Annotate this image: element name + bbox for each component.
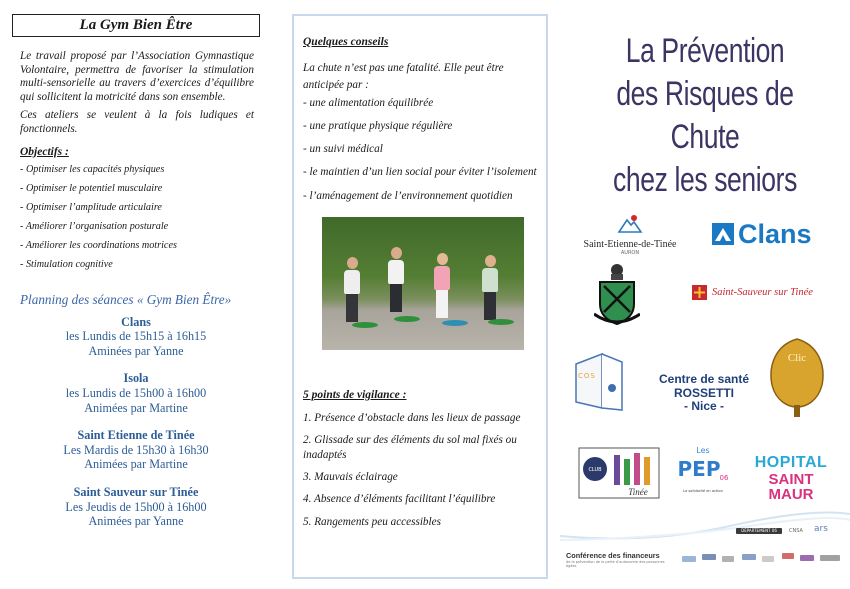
vigilance-title: 5 points de vigilance :: [303, 389, 407, 402]
tips-title: Quelques conseils: [303, 36, 389, 48]
main-title-line: La Prévention: [625, 32, 785, 70]
partner-logo: [742, 554, 756, 560]
saint-sauveur-flag-icon: [692, 285, 707, 300]
session-time: Les Mardis de 15h30 à 16h30: [63, 442, 209, 457]
club-tinee-logo: [578, 447, 660, 499]
centre-sante-line: ROSSETTI: [673, 385, 734, 400]
partner-logo: [782, 553, 794, 559]
objective-item: - Améliorer les coordinations motrices: [20, 239, 177, 251]
vigilance-item: 4. Absence d’éléments facilitant l’équilibre: [303, 493, 496, 506]
vigilance-item: 3. Mauvais éclairage: [303, 471, 398, 484]
middle-panel: [292, 14, 548, 579]
hopital-saint-maur-logo: [746, 455, 836, 502]
pep-num: 06: [719, 474, 729, 482]
conference-financeurs: [566, 551, 676, 568]
hopital-line: HOPITAL: [754, 454, 828, 471]
partner-logo: [762, 556, 774, 562]
centre-sante-logo: [572, 350, 780, 412]
senior-figure: [344, 257, 360, 322]
senior-figure: [482, 255, 498, 320]
session-leader: Animées par Martine: [84, 457, 188, 472]
session-leader: Aminées par Yanne: [88, 343, 184, 358]
senior-figure: [434, 253, 450, 318]
main-title: [592, 30, 818, 202]
vigilance-item: 5. Rangements peu accessibles: [303, 515, 441, 528]
partner-logo: [820, 555, 840, 561]
session-place: Clans: [121, 314, 151, 329]
main-title-line: des Risques de Chute: [616, 75, 794, 156]
cos-house-icon: [572, 350, 626, 412]
partner-logo: [702, 554, 716, 560]
departement-badge: [736, 528, 782, 534]
objectives-title: Objectifs :: [20, 145, 69, 158]
tinee-label: Tinée: [628, 487, 648, 497]
cnsa-label: CNSA: [789, 528, 803, 534]
tips-intro: La chute n’est pas une fatalité. Elle peut être anticipée par :: [303, 62, 504, 91]
objective-item: - Améliorer l’organisation posturale: [20, 220, 169, 232]
saint-etienne-name: Saint-Etienne-de-Tinée: [583, 239, 677, 250]
club-label: CLUB: [588, 467, 602, 473]
saint-sauveur-name: Saint-Sauveur sur Tinée: [712, 287, 813, 298]
centre-sante-line: - Nice -: [683, 399, 724, 413]
vigilance-item: 1. Présence d’obstacle dans les lieux de passage: [303, 412, 521, 425]
session-time: les Lundis de 15h00 à 16h00: [65, 385, 207, 400]
objectives-list: [12, 163, 260, 271]
saint-etienne-sub: AURON: [620, 250, 640, 256]
objective-item: - Optimiser le potentiel musculaire: [20, 182, 163, 194]
session-place: Saint Sauveur sur Tinée: [73, 484, 199, 499]
right-panel: [560, 0, 850, 589]
session-item: [12, 485, 260, 529]
pep-main: PEP: [677, 457, 721, 481]
session-leader: Animées par Martine: [84, 400, 188, 415]
clic-label: Clic: [787, 352, 807, 364]
objective-item: - Stimulation cognitive: [20, 258, 113, 270]
objective-item: - Optimiser l’amplitude articulaire: [20, 201, 162, 213]
senior-figure: [388, 247, 404, 312]
saint-etienne-logo: [580, 214, 680, 256]
wave-decoration: [560, 504, 850, 544]
pep-top: Les: [696, 446, 710, 455]
tip-item: - une alimentation équilibrée: [303, 97, 434, 110]
planning-title: Planning des séances « Gym Bien Être»: [20, 291, 232, 307]
tip-item: - le maintien d’un lien social pour éviter l’isolement: [303, 166, 537, 179]
cos-letters: COS: [578, 372, 596, 380]
session-item: [12, 371, 260, 415]
clic-tree-logo: [764, 335, 830, 419]
objective-item: - Optimiser les capacités physiques: [20, 163, 165, 175]
tip-item: - l’aménagement de l’environnement quotidien: [303, 189, 513, 202]
saint-sauveur-logo: [692, 285, 813, 300]
conference-title: Conférence des financeurs: [566, 551, 660, 560]
tips-list: [303, 96, 538, 203]
gym-intro-paragraph: Ces ateliers se veulent à la fois ludiques et fonctionnels.: [20, 109, 254, 135]
crest-icon: [594, 262, 640, 328]
conference-sub: de la prévention de la perte d’autonomie des personnes âgées: [566, 560, 665, 568]
session-place: Isola: [123, 371, 149, 386]
session-item: [12, 315, 260, 359]
pep-tagline: La solidarité en action: [683, 489, 723, 493]
session-time: les Lundis de 15h15 à 16h15: [65, 329, 207, 344]
session-place: Saint Etienne de Tinée: [77, 428, 195, 443]
departement-label: DÉPARTEMENT 06: [741, 528, 777, 533]
gym-title: La Gym Bien Être: [12, 14, 260, 37]
gym-intro: [12, 50, 260, 137]
gym-intro-paragraph: Le travail proposé par l’Association Gymnastique Volontaire, permettra de favoriser la stimulation multi-sensorielle au travers d’exercices d’équilibre qui sollicitent la motricité dans son ensemble.: [20, 50, 254, 103]
clans-mountain-icon: [712, 223, 734, 245]
clans-logo: [712, 220, 812, 248]
vigilance-list: [303, 411, 538, 529]
hopital-line: SAINT MAUR: [768, 471, 814, 503]
seniors-exercise-photo: [322, 217, 524, 350]
main-title-line: chez les seniors: [613, 161, 797, 199]
session-time: Les Jeudis de 15h00 à 16h00: [65, 499, 207, 514]
vigilance-item: 2. Glissade sur des éléments du sol mal fixés ou inadaptés: [303, 434, 517, 461]
partner-logo: [800, 555, 814, 561]
tip-item: - un suivi médical: [303, 143, 383, 156]
partner-logo: [722, 556, 734, 562]
ars-label: ars: [814, 524, 828, 534]
tip-item: - une pratique physique régulière: [303, 120, 453, 133]
pep06-logo: [675, 442, 731, 498]
mountain-icon: [617, 214, 643, 234]
clans-name: Clans: [738, 219, 812, 249]
session-item: [12, 428, 260, 472]
session-leader: Animées par Yanne: [88, 514, 184, 529]
centre-sante-text: [630, 373, 778, 414]
left-panel: [12, 14, 260, 584]
partner-logo: [682, 556, 696, 562]
centre-sante-line: Centre de santé: [658, 372, 750, 386]
sessions-list: [12, 315, 260, 529]
